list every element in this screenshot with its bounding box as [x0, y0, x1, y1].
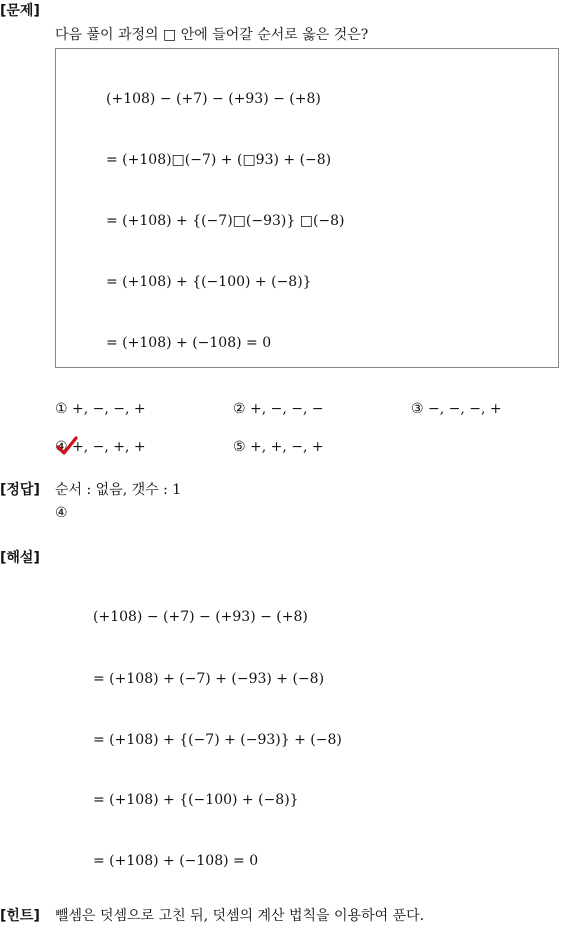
option-2[interactable]: ② +, −, −, −	[233, 401, 324, 417]
problem-step-4: = (+108) + {(−100) + (−8)}	[106, 274, 312, 290]
option-1[interactable]: ① +, −, −, +	[55, 401, 146, 417]
hint-label: [힌트]	[0, 908, 40, 924]
explanation-step-1: (+108) − (+7) − (+93) − (+8)	[93, 609, 308, 625]
problem-label: [문제]	[0, 3, 40, 19]
check-mark-icon	[56, 436, 78, 456]
problem-step-1: (+108) − (+7) − (+93) − (+8)	[106, 91, 321, 107]
answer-label: [정답]	[0, 482, 40, 498]
answer-line-1: 순서 : 없음, 갯수 : 1	[55, 482, 182, 498]
problem-step-3: = (+108) + {(−7)□(−93)} □(−8)	[106, 213, 345, 229]
option-3[interactable]: ③ −, −, −, +	[411, 401, 502, 417]
problem-step-5: = (+108) + (−108) = 0	[106, 335, 272, 351]
option-4[interactable]: ④ +, −, +, +	[55, 439, 146, 455]
explanation-step-5: = (+108) + (−108) = 0	[93, 853, 259, 869]
explanation-step-4: = (+108) + {(−100) + (−8)}	[93, 792, 299, 808]
explanation-label: [해설]	[0, 550, 40, 566]
explanation-step-3: = (+108) + {(−7) + (−93)} + (−8)	[93, 732, 342, 748]
question-text: 다음 풀이 과정의 □ 안에 들어갈 순서로 옳은 것은?	[55, 27, 369, 43]
problem-step-2: = (+108)□(−7) + (□93) + (−8)	[106, 152, 332, 168]
hint-text: 뺄셈은 덧셈으로 고친 뒤, 덧셈의 계산 법칙을 이용하여 푼다.	[55, 908, 425, 924]
answer-line-2: ④	[55, 505, 68, 521]
option-5[interactable]: ⑤ +, +, −, +	[233, 439, 324, 455]
explanation-step-2: = (+108) + (−7) + (−93) + (−8)	[93, 671, 325, 687]
